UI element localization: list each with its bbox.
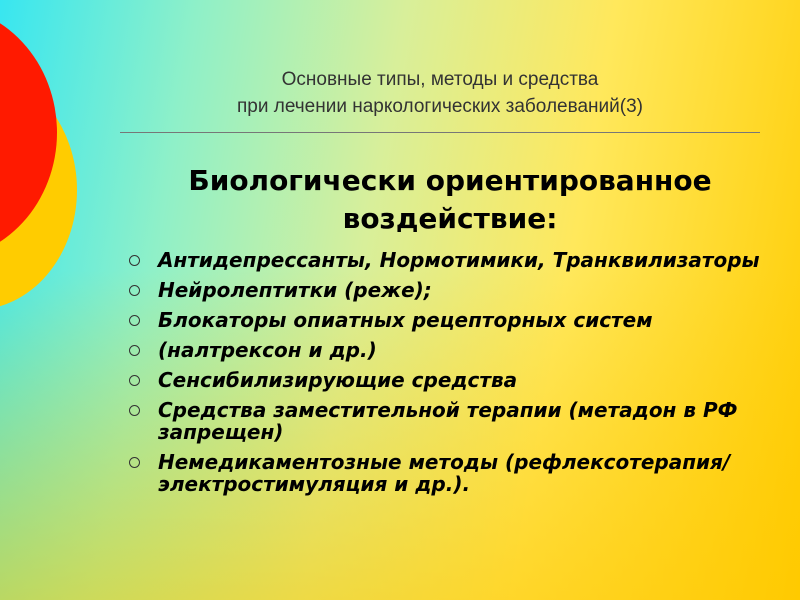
title-line-1: Основные типы, методы и средства xyxy=(281,69,599,90)
bullet-item xyxy=(128,339,768,361)
hollow-circle-icon xyxy=(129,345,140,356)
heading-line-1: Биологически ориентированное xyxy=(188,164,712,197)
bullet-text: Блокаторы опиатных рецепторных систем xyxy=(158,308,653,332)
hollow-circle-icon xyxy=(129,405,140,416)
slide-title xyxy=(120,66,760,120)
bullet-item xyxy=(128,249,768,271)
title-divider xyxy=(120,132,760,133)
bullet-text: Сенсибилизирующие средства xyxy=(158,368,518,392)
bullet-item xyxy=(128,279,768,301)
bullet-item xyxy=(128,399,768,443)
bullet-text: Средства заместительной терапии (метадон в РФ запрещен) xyxy=(158,398,738,444)
hollow-circle-icon xyxy=(129,375,140,386)
bullet-item xyxy=(128,451,768,495)
bullet-text: Немедикаментозные методы (рефлексотерапия/электростимуляция и др.). xyxy=(158,450,731,496)
heading-line-2: воздействие: xyxy=(342,202,558,235)
bullet-list xyxy=(128,249,768,503)
bullet-text: (налтрексон и др.) xyxy=(158,338,377,362)
bullet-text: Нейролептитки (реже); xyxy=(158,278,432,302)
hollow-circle-icon xyxy=(129,457,140,468)
hollow-circle-icon xyxy=(129,255,140,266)
bullet-item xyxy=(128,309,768,331)
hollow-circle-icon xyxy=(129,285,140,296)
hollow-circle-icon xyxy=(129,315,140,326)
section-heading xyxy=(120,162,780,238)
bullet-text: Антидепрессанты, Нормотимики, Транквилизаторы xyxy=(158,248,760,272)
title-line-2: при лечении наркологических заболеваний(3) xyxy=(237,96,643,117)
bullet-item xyxy=(128,369,768,391)
